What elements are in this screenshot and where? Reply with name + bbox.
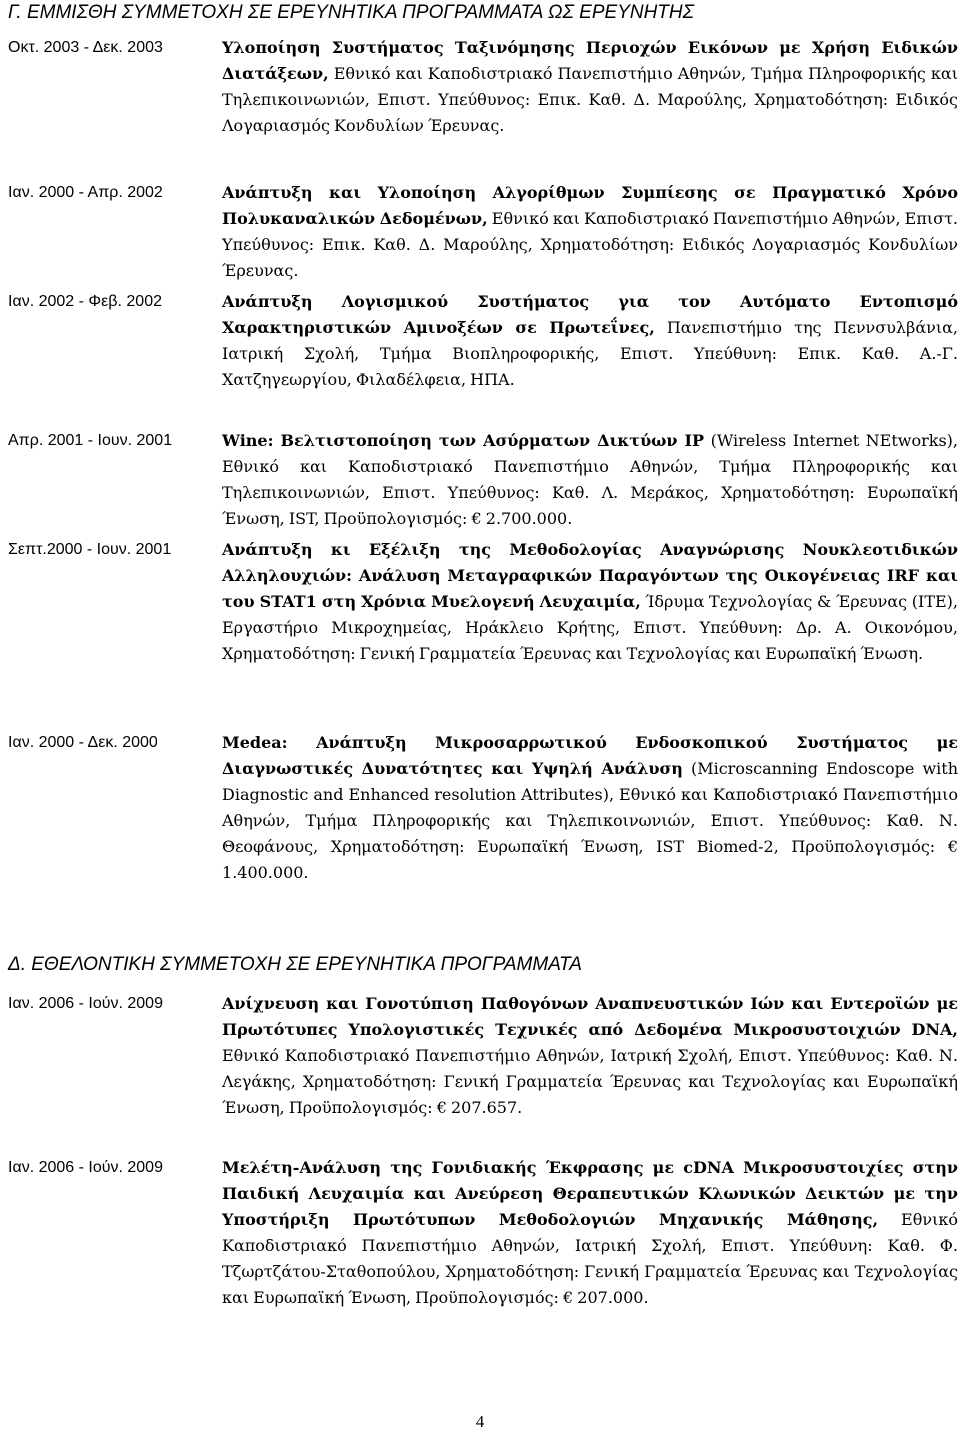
project-details: (Microscanning Endoscope with Diagnostic and Enhanced resolution Attributes), Εθνικό και Καποδιστριακό Πανεπιστήμιο Αθηνών, Τμήμα Πληροφορικής και Τηλεπικοινωνιών, Επιστ. Υπεύθυνος: Καθ. Ν. Θεοφάνους, Χρηματοδότηση: Ευρωπαϊκή Ένωση, IST Biomed-2, Προϋπολογισμός: € 1.400.000. — [222, 759, 958, 882]
project-entry — [222, 289, 958, 393]
project-entry — [222, 991, 958, 1121]
project-entry — [222, 180, 958, 284]
project-entry — [222, 1155, 958, 1311]
project-title: Ανάπτυξη και Υλοποίηση Αλγορίθμων Συμπίεσης σε Πραγματικό Χρόνο Πολυκαναλικών Δεδομένων, — [222, 183, 958, 228]
project-details: Εθνικό και Καποδιστριακό Πανεπιστήμιο Αθηνών, Επιστ. Υπεύθυνος: Επικ. Καθ. Δ. Μαρούλης, Χρηματοδότηση: Ειδικός Λογαριασμός Κονδυλίων Έρευνας. — [222, 209, 959, 280]
section-heading-g: Γ. ΕΜΜΙΣΘΗ ΣΥΜΜΕΤΟΧΗ ΣΕ ΕΡΕΥΝΗΤΙΚΑ ΠΡΟΓΡΑΜΜΑΤΑ ΩΣ ΕΡΕΥΝΗΤΗΣ — [8, 2, 695, 23]
project-details: (Wireless Internet NEtworks), Εθνικό και Καποδιστριακό Πανεπιστήμιο Αθηνών, Τμήμα Πληροφορικής και Τηλεπικοινωνιών, Επιστ. Υπεύθυνος: Καθ. Λ. Μεράκος, Χρηματοδότηση: Ευρωπαϊκή Ένωση, IST, Προϋπολογισμός: € 2.700.000. — [222, 431, 959, 528]
project-details: Πανεπιστήμιο της Πεννσυλβάνια, Ιατρική Σχολή, Τμήμα Βιοπληροφορικής, Επιστ. Υπεύθυνη: Επικ. Καθ. Α.-Γ. Χατζηγεωργίου, Φιλαδέλφεια, ΗΠΑ. — [222, 318, 959, 389]
project-entry — [222, 428, 958, 532]
project-title: Wine: Βελτιστοποίηση των Ασύρματων Δικτύων IP — [222, 431, 705, 450]
entry-date: Ιαν. 2000 - Δεκ. 2000 — [8, 734, 158, 751]
project-entry — [222, 730, 958, 886]
entry-date: Ιαν. 2000 - Απρ. 2002 — [8, 184, 163, 201]
project-details: Εθνικό Καποδιστριακό Πανεπιστήμιο Αθηνών, Ιατρική Σχολή, Επιστ. Υπεύθυνος: Καθ. Ν. Λεγάκης, Χρηματοδότηση: Γενική Γραμματεία Έρευνας και Τεχνολογίας και Ευρωπαϊκή Ένωση, Προϋπολογισμός: € 207.657. — [222, 1046, 958, 1117]
project-title: Ανίχνευση και Γονοτύπιση Παθογόνων Αναπνευστικών Ιών και Εντεροϊών με Πρωτότυπες Υπολογιστικές Τεχνικές από Δεδομένα Μικροσυστοιχιών DNA, — [222, 994, 958, 1039]
project-title: Ανάπτυξη Λογισμικού Συστήματος για τον Αυτόματο Εντοπισμό Χαρακτηριστικών Αμινοξέων σε Πρωτεΐνες, — [222, 292, 958, 337]
entry-date: Σεπτ.2000 - Ιουν. 2001 — [8, 541, 172, 558]
project-title: Μελέτη-Ανάλυση της Γονιδιακής Έκφρασης με cDNA Μικροσυστοιχίες στην Παιδική Λευχαιμία και Ανεύρεση Θεραπευτικών Κλωνικών Δεικτών με την Υποστήριξη Πρωτότυπων Μεθοδολογιών Μηχανικής Μάθησης, — [222, 1158, 958, 1229]
project-entry — [222, 537, 958, 667]
project-title: Υλοποίηση Συστήματος Ταξινόμησης Περιοχών Εικόνων με Χρήση Ειδικών Διατάξεων, — [222, 38, 958, 83]
project-details: Ίδρυμα Τεχνολογίας & Έρευνας (ΙΤΕ), Εργαστήριο Μικροχημείας, Ηράκλειο Κρήτης, Επιστ. Υπεύθυνη: Δρ. Α. Οικονόμου, Χρηματοδότηση: Γενική Γραμματεία Έρευνας και Τεχνολογίας και Ευρωπαϊκή Ένωση. — [222, 592, 958, 663]
project-details: Εθνικό και Καποδιστριακό Πανεπιστήμιο Αθηνών, Τμήμα Πληροφορικής και Τηλεπικοινωνιών, Επιστ. Υπεύθυνος: Επικ. Καθ. Δ. Μαρούλης, Χρηματοδότηση: Ειδικός Λογαριασμός Κονδυλίων Έρευνας. — [222, 64, 958, 135]
entry-date: Ιαν. 2002 - Φεβ. 2002 — [8, 293, 162, 310]
project-title: Medea: Ανάπτυξη Μικροσαρρωτικού Ενδοσκοπικού Συστήματος με Διαγνωστικές Δυνατότητες και Υψηλή Ανάλυση — [222, 733, 958, 778]
page-number: 4 — [475, 1412, 485, 1431]
entry-date: Απρ. 2001 - Ιουν. 2001 — [8, 432, 173, 449]
entry-date: Ιαν. 2006 - Ιούν. 2009 — [8, 1159, 163, 1176]
project-details: Εθνικό Καποδιστριακό Πανεπιστήμιο Αθηνών, Ιατρική Σχολή, Επιστ. Υπεύθυνη: Καθ. Φ. Τζωρτζάτου-Σταθοπούλου, Χρηματοδότηση: Γενική Γραμματεία Έρευνας και Τεχνολογίας και Ευρωπαϊκή Ένωση, Προϋπολογισμός: € 207.000. — [222, 1210, 958, 1307]
entry-date: Ιαν. 2006 - Ιούν. 2009 — [8, 995, 163, 1012]
entry-date: Οκτ. 2003 - Δεκ. 2003 — [8, 39, 163, 56]
project-title: Ανάπτυξη κι Εξέλιξη της Μεθοδολογίας Αναγνώρισης Νουκλεοτιδικών Αλληλουχιών: Ανάλυση Μεταγραφικών Παραγόντων της Οικογένειας IRF και του STAT1 στη Χρόνια Μυελογενή Λευχαιμία, — [222, 540, 958, 611]
section-heading-d: Δ. ΕΘΕΛΟΝΤΙΚΗ ΣΥΜΜΕΤΟΧΗ ΣΕ ΕΡΕΥΝΗΤΙΚΑ ΠΡΟΓΡΑΜΜΑΤΑ — [8, 954, 582, 975]
project-entry — [222, 35, 958, 139]
